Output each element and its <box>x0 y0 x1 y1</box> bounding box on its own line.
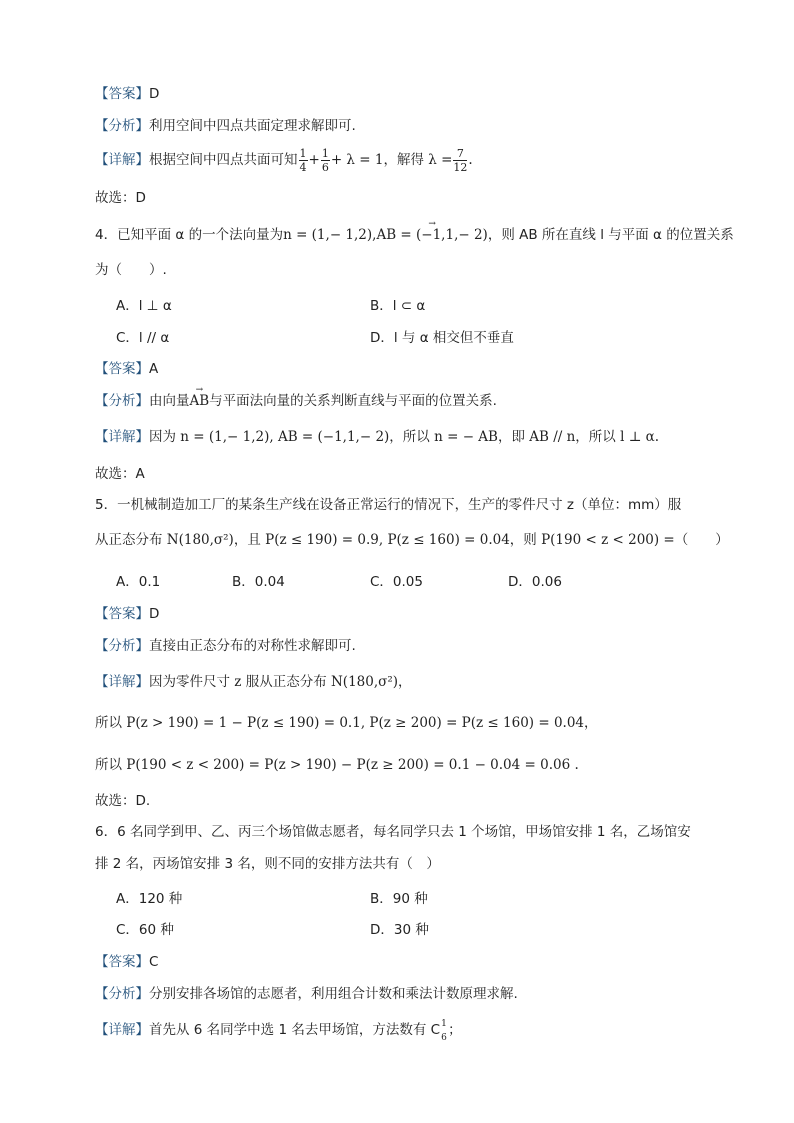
q6-option-d: D．30 种 <box>370 922 429 938</box>
stem-text: 从正态分布 N(180,σ²)，且 P(z ≤ 190) = 0.9, P(z ≤ 160) = 0.04，则 P(190 < z < 200) =（ ） <box>95 532 729 548</box>
q5-detail <box>95 672 412 692</box>
fraction <box>299 147 308 174</box>
detail-tag: 【详解】 <box>95 152 149 168</box>
q5-option-d: D．0.06 <box>508 574 562 590</box>
answer-value: C <box>149 954 159 970</box>
answer-tag: 【答案】 <box>95 361 149 377</box>
equation-text: + λ = 1，解得 λ = <box>330 152 453 168</box>
q6-option-b: B．90 种 <box>370 891 428 907</box>
q6-option-c: C．60 种 <box>116 922 174 938</box>
q4-analysis <box>95 391 497 411</box>
superscript: 1 <box>441 1019 447 1029</box>
analysis-tag: 【分析】 <box>95 638 149 654</box>
detail-tag: 【详解】 <box>95 1022 149 1038</box>
detail-text: 所以 P(190 < z < 200) = P(z > 190) − P(z ≥ 200) = 0.1 − 0.04 = 0.06 . <box>95 757 579 773</box>
q5-analysis <box>95 636 356 656</box>
q3-choose <box>95 188 146 208</box>
answer-value: D <box>149 606 160 622</box>
q3-detail: 【详解】根据空间中四点共面可知 $\frac{1}{4}$ + $\frac{1}{6}$ + λ = 1，解得 λ = $\frac{7}{12}$ . <box>95 146 473 174</box>
stem-text: 为（ ）. <box>95 262 167 278</box>
denominator: 12 <box>453 160 468 174</box>
analysis-tag: 【分析】 <box>95 118 149 134</box>
numerator: 7 <box>453 147 467 161</box>
analysis-text: 与平面法向量的关系判断直线与平面的位置关系. <box>209 393 497 409</box>
combination-indices <box>440 1019 448 1043</box>
q5-option-b: B．0.04 <box>232 574 285 590</box>
denominator: 4 <box>299 160 307 174</box>
q4-stem-line1 <box>95 225 734 245</box>
q4-stem-line2 <box>95 260 167 280</box>
answer-value: A <box>149 361 159 377</box>
q5-option-c: C．0.05 <box>370 574 423 590</box>
detail-tag: 【详解】 <box>95 674 149 690</box>
detail-tag: 【详解】 <box>95 429 149 445</box>
analysis-text: 利用空间中四点共面定理求解即可. <box>149 118 356 134</box>
q4-detail <box>95 427 659 447</box>
q5-stem-line1 <box>95 495 681 515</box>
fraction <box>453 147 467 174</box>
detail-text: 因为零件尺寸 z 服从正态分布 N(180,σ²)， <box>149 674 412 690</box>
q4-option-c: C．l // α <box>116 330 170 346</box>
detail-text: 根据空间中四点共面可知 <box>149 152 298 168</box>
q5-answer <box>95 604 159 624</box>
analysis-tag: 【分析】 <box>95 393 149 409</box>
fraction <box>321 147 330 174</box>
q4-option-b: B．l ⊂ α <box>370 298 426 314</box>
analysis-text: 由向量 <box>149 393 190 409</box>
stem-text: 5．一机械制造加工厂的某条生产线在设备正常运行的情况下，生产的零件尺寸 z（单位：mm）服 <box>95 497 682 513</box>
stem-text: 排 2 名，丙场馆安排 3 名，则不同的安排方法共有（ ） <box>95 856 440 872</box>
q6-answer <box>95 952 158 972</box>
detail-text: 因为 n = (1,− 1,2), AB = (−1,1,− 2)，所以 n = − AB，即 AB // n，所以 l ⊥ α. <box>149 429 660 445</box>
answer-tag: 【答案】 <box>95 606 149 622</box>
analysis-tag: 【分析】 <box>95 986 149 1002</box>
normal-vector: n = (1,− 1,2), <box>283 227 377 243</box>
choose-text: 故选：D. <box>95 793 151 809</box>
vector-ab: → AB = (−1,1,− 2) <box>376 225 487 245</box>
detail-text: 首先从 6 名同学中选 1 名去甲场馆，方法数有 C <box>149 1022 441 1038</box>
q6-detail <box>95 1019 462 1043</box>
detail-text: ； <box>448 1022 462 1038</box>
stem-text: 6．6 名同学到甲、乙、丙三个场馆做志愿者，每名同学只去 1 个场馆，甲场馆安排 1 名，乙场馆安 <box>95 824 691 840</box>
q6-option-a: A．120 种 <box>116 891 183 907</box>
analysis-text: 分别安排各场馆的志愿者，利用组合计数和乘法计数原理求解. <box>149 986 518 1002</box>
numerator: 1 <box>321 146 329 160</box>
answer-tag: 【答案】 <box>95 86 149 102</box>
q4-answer <box>95 359 158 379</box>
q3-answer <box>95 84 159 104</box>
q5-detail-line2 <box>95 713 598 733</box>
answer-tag: 【答案】 <box>95 954 149 970</box>
subscript: 6 <box>441 1033 447 1043</box>
q5-detail-line3 <box>95 755 579 775</box>
q6-stem-line2 <box>95 854 440 874</box>
stem-text: ，则 AB 所在直线 l 与平面 α 的位置关系 <box>487 227 734 243</box>
stem-text: 4．已知平面 α 的一个法向量为 <box>95 227 284 243</box>
q5-option-a: A．0.1 <box>116 574 161 590</box>
numerator: 1 <box>299 146 307 160</box>
q6-stem-line1 <box>95 822 691 842</box>
detail-text: 所以 P(z > 190) = 1 − P(z ≤ 190) = 0.1, P(z ≥ 200) = P(z ≤ 160) = 0.04， <box>95 715 598 731</box>
q3-analysis <box>95 116 356 136</box>
q4-choose <box>95 464 145 484</box>
q6-analysis <box>95 984 518 1004</box>
q5-choose <box>95 791 150 811</box>
q4-option-d: D．l 与 α 相交但不垂直 <box>370 330 514 346</box>
answer-value: D <box>149 86 160 102</box>
analysis-text: 直接由正态分布的对称性求解即可. <box>149 638 356 654</box>
choose-text: 故选：D <box>95 190 146 206</box>
q5-stem-line2 <box>95 530 729 550</box>
choose-text: 故选：A <box>95 466 145 482</box>
q4-option-a: A．l ⊥ α <box>116 298 172 314</box>
vector-ab: → AB <box>190 391 210 411</box>
denominator: 6 <box>321 160 329 174</box>
